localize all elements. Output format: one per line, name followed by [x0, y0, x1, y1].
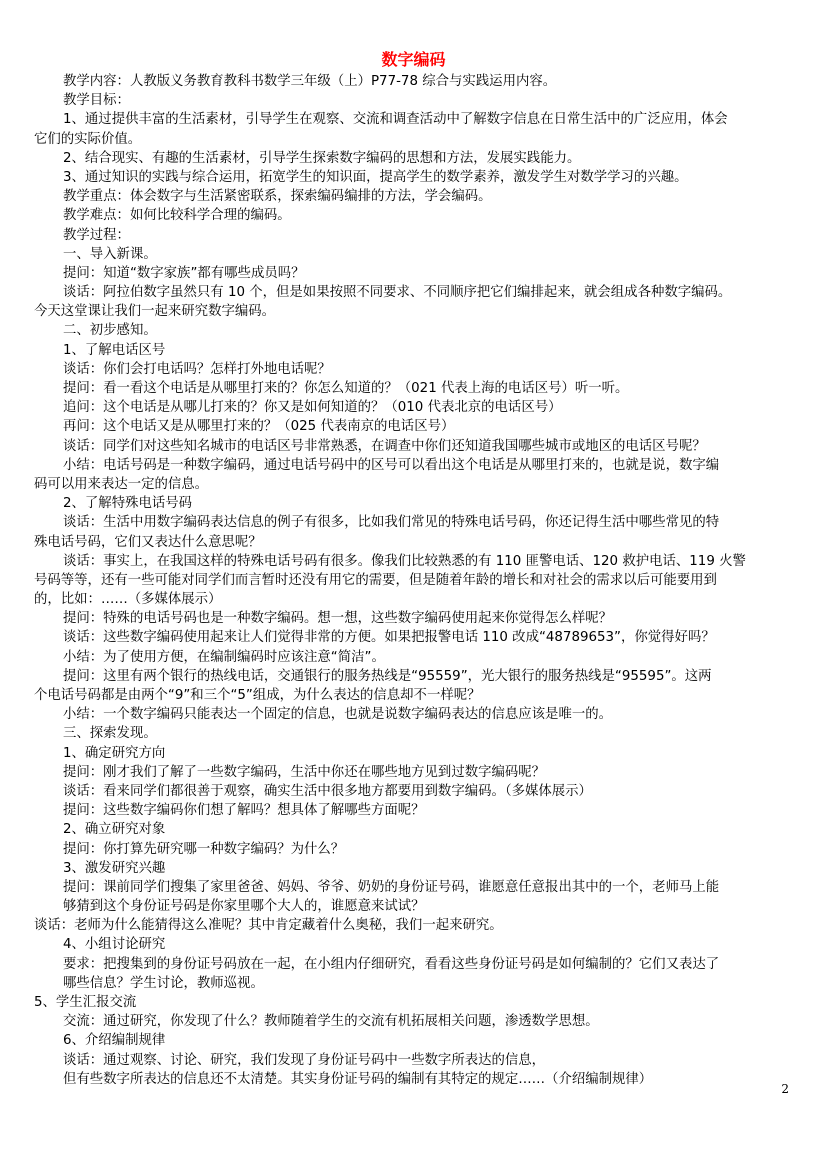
text-line: 谈话：通过观察、讨论、研究，我们发现了身份证号码中一些数字所表达的信息， [63, 1052, 546, 1068]
text-line: 5、学生汇报交流 [34, 995, 137, 1010]
text-line: 提问：特殊的电话号码也是一种数字编码。想一想，这些数字编码使用起来你觉得怎么样呢？ [63, 611, 613, 627]
text-line: 2、了解特殊电话号码 [63, 496, 193, 512]
text-line: 的，比如：……（多媒体展示） [34, 592, 222, 608]
text-line: 要求：把搜集到的身份证号码放在一起，在小组内仔细研究，看看这些身份证号码是如何编制的？它们又表达了 [63, 956, 720, 972]
text-line: 谈话：生活中用数字编码表达信息的例子有很多，比如我们常见的特殊电话号码，你还记得生活中哪些常见的特 [63, 515, 720, 531]
text-line: 2、结合现实、有趣的生活素材，引导学生探索数字编码的思想和方法，发展实践能力。 [63, 150, 581, 166]
text-line: 小结：一个数字编码只能表达一个固定的信息，也就是说数字编码表达的信息应该是唯一的。 [63, 707, 613, 723]
text-line: 1、了解电话区号 [63, 342, 166, 358]
text-line: 教学目标： [63, 93, 130, 109]
text-line: 谈话：阿拉伯数字虽然只有 10 个，但是如果按照不同要求、不同顺序把它们编排起来，就会组成各种数字编码。 [63, 285, 732, 301]
text-line: 提问：这里有两个银行的热线电话，交通银行的服务热线是“95559”，光大银行的服务热线是“95595”。这两 [63, 668, 712, 684]
text-line: 交流：通过研究，你发现了什么？教师随着学生的交流有机拓展相关问题，渗透数学思想。 [63, 1014, 599, 1030]
text-line: 4、小组讨论研究 [63, 937, 166, 953]
text-line: 三、探索发现。 [63, 726, 157, 742]
text-line: 2、确立研究对象 [63, 822, 166, 838]
text-line: 谈话：你们会打电话吗？怎样打外地电话呢？ [63, 361, 331, 377]
text-line: 提问：刚才我们了解了一些数字编码，生活中你还在哪些地方见到过数字编码呢？ [63, 764, 546, 780]
text-line: 谈话：这些数字编码使用起来让人们觉得非常的方便。如果把报警电话 110 改成“48789653”，你觉得好吗？ [63, 630, 715, 646]
text-line: 谈话：同学们对这些知名城市的电话区号非常熟悉，在调查中你们还知道我国哪些城市或地区的电话区号呢？ [63, 438, 706, 454]
text-line: 教学过程： [63, 227, 130, 243]
text-line: 1、确定研究方向 [63, 745, 166, 761]
text-line: 够猜到这个身份证号码是你家里哪个大人的，谁愿意来试试？ [63, 899, 425, 915]
text-line: 一、导入新课。 [63, 246, 157, 262]
text-line: 提问：知道“数字家族”都有哪些成员吗？ [63, 265, 305, 281]
text-line: 提问：课前同学们搜集了家里爸爸、妈妈、爷爷、奶奶的身份证号码，谁愿意任意报出其中的一个，老师马上能 [63, 879, 720, 895]
text-line: 再问：这个电话又是从哪里打来的？（025 代表南京的电话区号） [63, 419, 455, 435]
text-line: 教学内容：人教版义务教育教科书数学三年级（上）P77-78 综合与实践运用内容。 [63, 74, 557, 89]
text-line: 追问：这个电话是从哪儿打来的？你又是如何知道的？（010 代表北京的电话区号） [63, 400, 562, 416]
text-line: 3、激发研究兴趣 [63, 860, 166, 876]
text-line: 谈话：看来同学们都很善于观察，确实生活中很多地方都要用到数字编码。（多媒体展示） [63, 783, 592, 799]
text-line: 提问：这些数字编码你们想了解吗？想具体了解哪些方面呢？ [63, 803, 425, 819]
text-line: 哪些信息？学生讨论，教师巡视。 [63, 975, 264, 991]
text-line: 提问：你打算先研究哪一种数字编码？为什么？ [63, 841, 345, 857]
text-line: 教学重点：体会数字与生活紧密联系，探索编码编排的方法，学会编码。 [63, 189, 492, 205]
text-line: 个电话号码都是由两个“9”和三个“5”组成，为什么表达的信息却不一样呢？ [34, 688, 481, 703]
document-body [34, 72, 794, 1089]
text-line: 它们的实际价值。 [34, 131, 142, 147]
text-line: 但有些数字所表达的信息还不太清楚。其实身份证号码的编制有其特定的规定……（介绍编制规律） [63, 1071, 653, 1087]
text-line: 小结：电话号码是一种数字编码，通过电话号码中的区号可以看出这个电话是从哪里打来的，也就是说，数字编 [63, 457, 720, 473]
page-number: 2 [781, 1082, 789, 1096]
text-line: 码可以用来表达一定的信息。 [34, 476, 209, 492]
text-line: 殊电话号码，它们又表达什么意思呢？ [34, 534, 262, 550]
text-line: 今天这堂课让我们一起来研究数字编码。 [34, 304, 276, 320]
text-line: 谈话：老师为什么能猜得这么准呢？其中肯定藏着什么奥秘，我们一起来研究。 [34, 918, 503, 934]
text-line: 1、通过提供丰富的生活素材，引导学生在观察、交流和调查活动中了解数字信息在日常生活中的广泛应用，体会 [63, 112, 728, 128]
text-line: 小结：为了使用方便，在编制编码时应该注意“简洁”。 [63, 649, 385, 665]
text-line: 二、初步感知。 [63, 323, 157, 339]
document-title: 数字编码 [381, 50, 446, 69]
text-line: 3、通过知识的实践与综合运用，拓宽学生的知识面，提高学生的数学素养，激发学生对数学学习的兴趣。 [63, 169, 688, 185]
text-line: 提问：看一看这个电话是从哪里打来的？你怎么知道的？（021 代表上海的电话区号）听一听。 [63, 381, 629, 396]
text-line: 号码等等，还有一些可能对同学们而言暂时还没有用它的需要，但是随着年龄的增长和对社会的需求以后可能要用到 [34, 572, 717, 588]
text-line: 教学难点：如何比较科学合理的编码。 [63, 208, 291, 224]
text-line: 6、介绍编制规律 [63, 1033, 166, 1049]
text-line: 谈话：事实上，在我国这样的特殊电话号码有很多。像我们比较熟悉的有 110 匪警电话、120 救护电话、119 火警 [63, 553, 746, 569]
